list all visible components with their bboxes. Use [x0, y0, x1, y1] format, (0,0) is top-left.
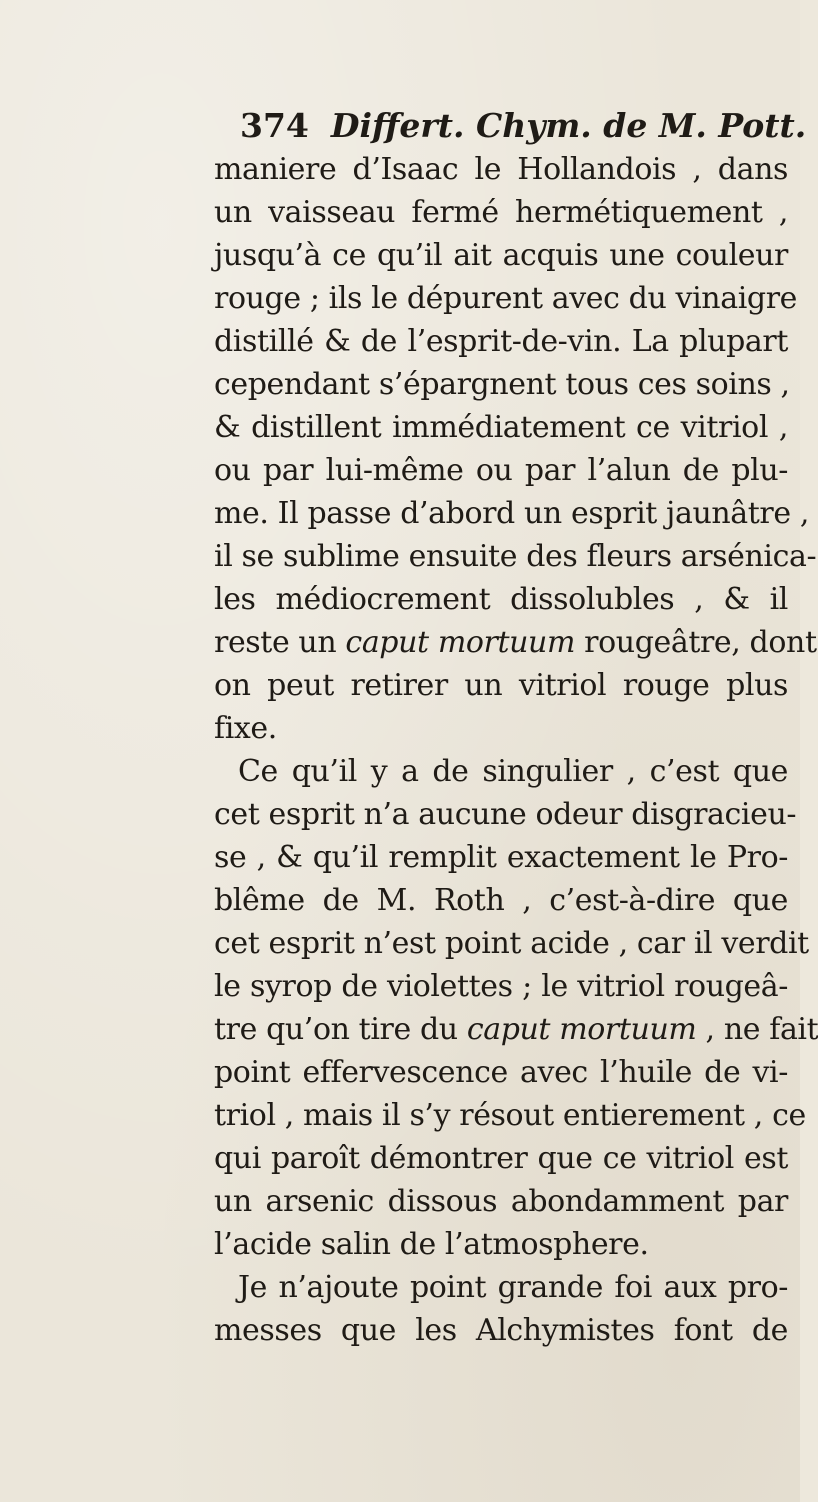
text-line: ou par lui-même ou par l’alun de plu- [214, 453, 788, 488]
text-line: les médiocrement dissolubles , & il [214, 582, 788, 617]
text-line: blême de M. Roth , c’est-à-dire que [214, 883, 788, 918]
text-line: point effervescence avec l’huile de vi- [214, 1055, 788, 1090]
text-line: un arsenic dissous abondamment par [214, 1184, 788, 1219]
page-number: 374 [240, 106, 309, 145]
text-line: un vaisseau fermé hermétiquement , [214, 195, 788, 230]
text-line: Ce qu’il y a de singulier , c’est que [238, 754, 788, 789]
text-line: & distillent immédiatement ce vitriol , [214, 410, 788, 445]
text-line: l’acide salin de l’atmosphere. [214, 1227, 649, 1262]
running-header [240, 106, 806, 146]
latin-phrase: caput mortuum [466, 1012, 697, 1047]
text-line: distillé & de l’esprit-de-vin. La plupart [214, 324, 788, 359]
text-line: qui paroît démontrer que ce vitriol est [214, 1141, 788, 1176]
text-line: le syrop de violettes ; le vitriol rougeâ- [214, 969, 788, 1004]
text-line: se , & qu’il remplit exactement le Pro- [214, 840, 788, 875]
text-line: rouge ; ils le dépurent avec du vinaigre [214, 281, 797, 316]
text-line: cependant s’épargnent tous ces soins , [214, 367, 790, 402]
text-line: cet esprit n’a aucune odeur disgracieu- [214, 797, 797, 832]
running-title: Differt. Chym. de M. Pott. [330, 106, 807, 145]
text-line: messes que les Alchymistes font de [214, 1313, 788, 1348]
text-line: tre qu’on tire du caput mortuum , ne fait [214, 1012, 818, 1047]
text-line: il se sublime ensuite des fleurs arsénica- [214, 539, 817, 574]
text-line: on peut retirer un vitriol rouge plus [214, 668, 788, 703]
text-line: fixe. [214, 711, 277, 746]
text-line: jusqu’à ce qu’il ait acquis une couleur [214, 238, 788, 273]
text-line: cet esprit n’est point acide , car il verdit [214, 926, 809, 961]
text-line: triol , mais il s’y résout entierement , ce [214, 1098, 806, 1133]
text-line: maniere d’Isaac le Hollandois , dans [214, 152, 788, 187]
text-line: me. Il passe d’abord un esprit jaunâtre , [214, 496, 809, 531]
latin-phrase: caput mortuum [345, 625, 576, 660]
text-line: Je n’ajoute point grande foi aux pro- [238, 1270, 788, 1305]
text-line: reste un caput mortuum rougeâtre, dont [214, 625, 817, 660]
